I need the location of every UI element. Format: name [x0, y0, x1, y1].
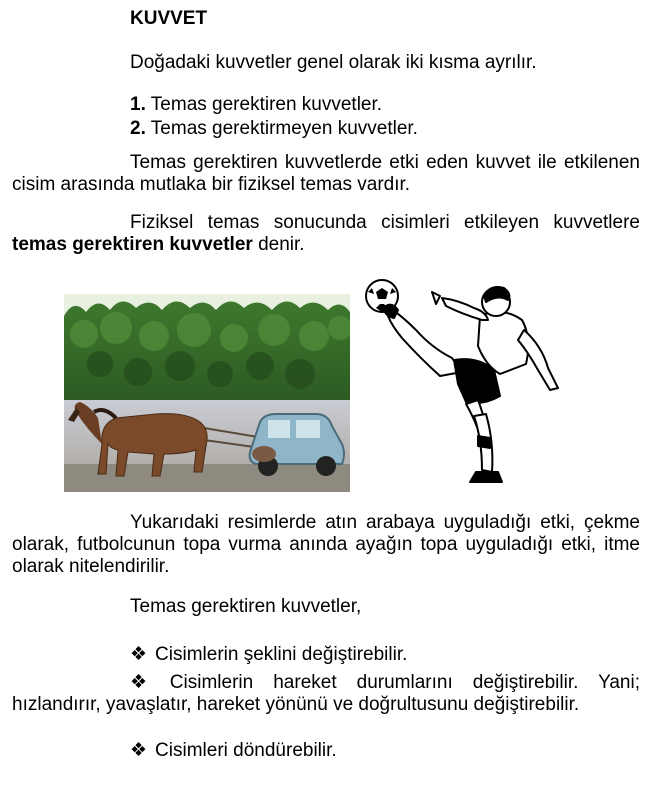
page-title: KUVVET	[130, 8, 208, 29]
bullet-item	[130, 740, 337, 762]
diamond-bullet-icon: ❖	[130, 672, 162, 693]
bullet-text: Cisimlerin hareket durumlarını değiştirebilir. Yani; hızlandırır, yavaşlatır, hareket yönünü ve doğrultusunu değiştirebilir.	[12, 672, 640, 715]
key-term: temas gerektiren kuvvetler	[12, 234, 253, 255]
footballer-kicking-ball-drawing	[362, 276, 568, 502]
list-number: 1.	[130, 94, 146, 115]
list-number: 2.	[130, 118, 146, 139]
list-item-label: Temas gerektirmeyen kuvvetler.	[145, 118, 418, 139]
paragraph-text: Fiziksel temas sonucunda cisimleri etkileyen kuvvetlere	[130, 212, 640, 233]
bullet-item	[130, 644, 407, 666]
paragraph-images-explanation: Yukarıdaki resimlerde atın arabaya uyguladığı etki, çekme olarak, futbolcunun topa vurma anında ayağın topa uyguladığı etki, itme olarak nitelendirilir.	[12, 512, 640, 577]
list-item-contact	[130, 94, 382, 116]
diamond-bullet-icon: ❖	[130, 740, 148, 761]
horse-pulling-car-photo	[64, 294, 350, 492]
paragraph-contact-definition: Temas gerektiren kuvvetlerde etki eden kuvvet ile etkilenen cisim arasında mutlaka bir fiziksel temas vardır.	[12, 152, 640, 195]
paragraph-contact-forces	[12, 212, 640, 256]
bullet-item	[12, 672, 640, 716]
intro-text: Doğadaki kuvvetler genel olarak iki kısma ayrılır.	[130, 52, 537, 73]
bullet-text: Cisimleri döndürebilir.	[155, 740, 337, 761]
list-item-noncontact	[130, 118, 418, 140]
list-item-label: Temas gerektiren kuvvetler.	[145, 94, 383, 115]
list-intro: Temas gerektiren kuvvetler,	[130, 596, 362, 617]
diamond-bullet-icon: ❖	[130, 644, 148, 665]
paragraph-text: denir.	[252, 234, 305, 255]
bullet-text: Cisimlerin şeklini değiştirebilir.	[155, 644, 408, 665]
